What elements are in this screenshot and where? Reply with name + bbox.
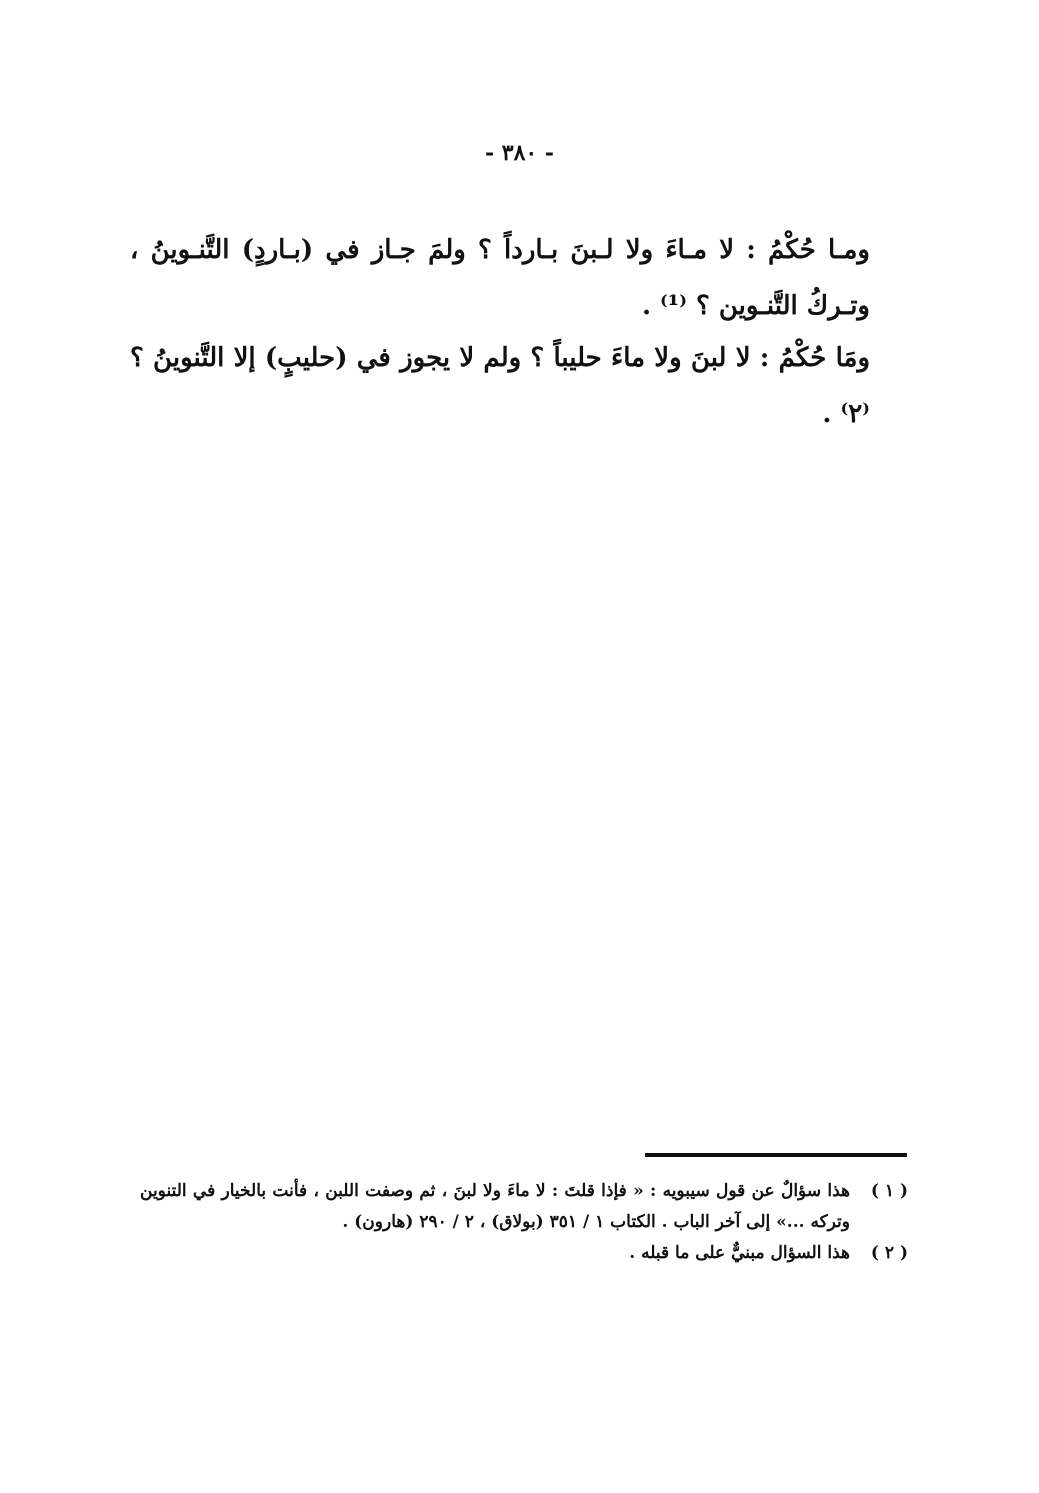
footnote-separator (645, 1153, 907, 1157)
page-number: - ٣٨٠ - (484, 140, 555, 166)
footnote-number: ( ٢ ) (870, 1243, 908, 1263)
footnote-text: هذا السؤال مبنيٌّ على ما قبله . (629, 1243, 850, 1263)
footnote-number: ( ١ ) (870, 1181, 908, 1201)
footnotes (140, 1176, 908, 1269)
footnote-item (140, 1238, 908, 1269)
footnote-item (140, 1176, 908, 1238)
question-paragraph-1: ومـا حُكْمُ : لا مـاءَ ولا لـبنَ بـارداً ؟ ولمَ جـاز في (بـاردٍ) التَّنـوينُ ، وتـركُ التَّنـوين ؟ ⁽¹⁾ . (130, 235, 870, 321)
question-paragraph-2: ومَا حُكْمُ : لا لبنَ ولا ماءَ حليباً ؟ ولم لا يجوز في (حليبٍ) إلا التَّنوينُ ؟⁽٢⁾ . (130, 343, 870, 429)
footnote-text: هذا سؤالٌ عن قول سيبويه : « فإذا قلتَ : لا ماءَ ولا لبنَ ، ثم وصفت اللبن ، فأنت بالخيار في التنوين وتركه ...» إلى آخر الباب . الكتاب ١ / ٣٥١ (بولاق) ، ٢ / ٢٩٠ (هارون) . (140, 1181, 850, 1232)
main-text (130, 222, 870, 442)
